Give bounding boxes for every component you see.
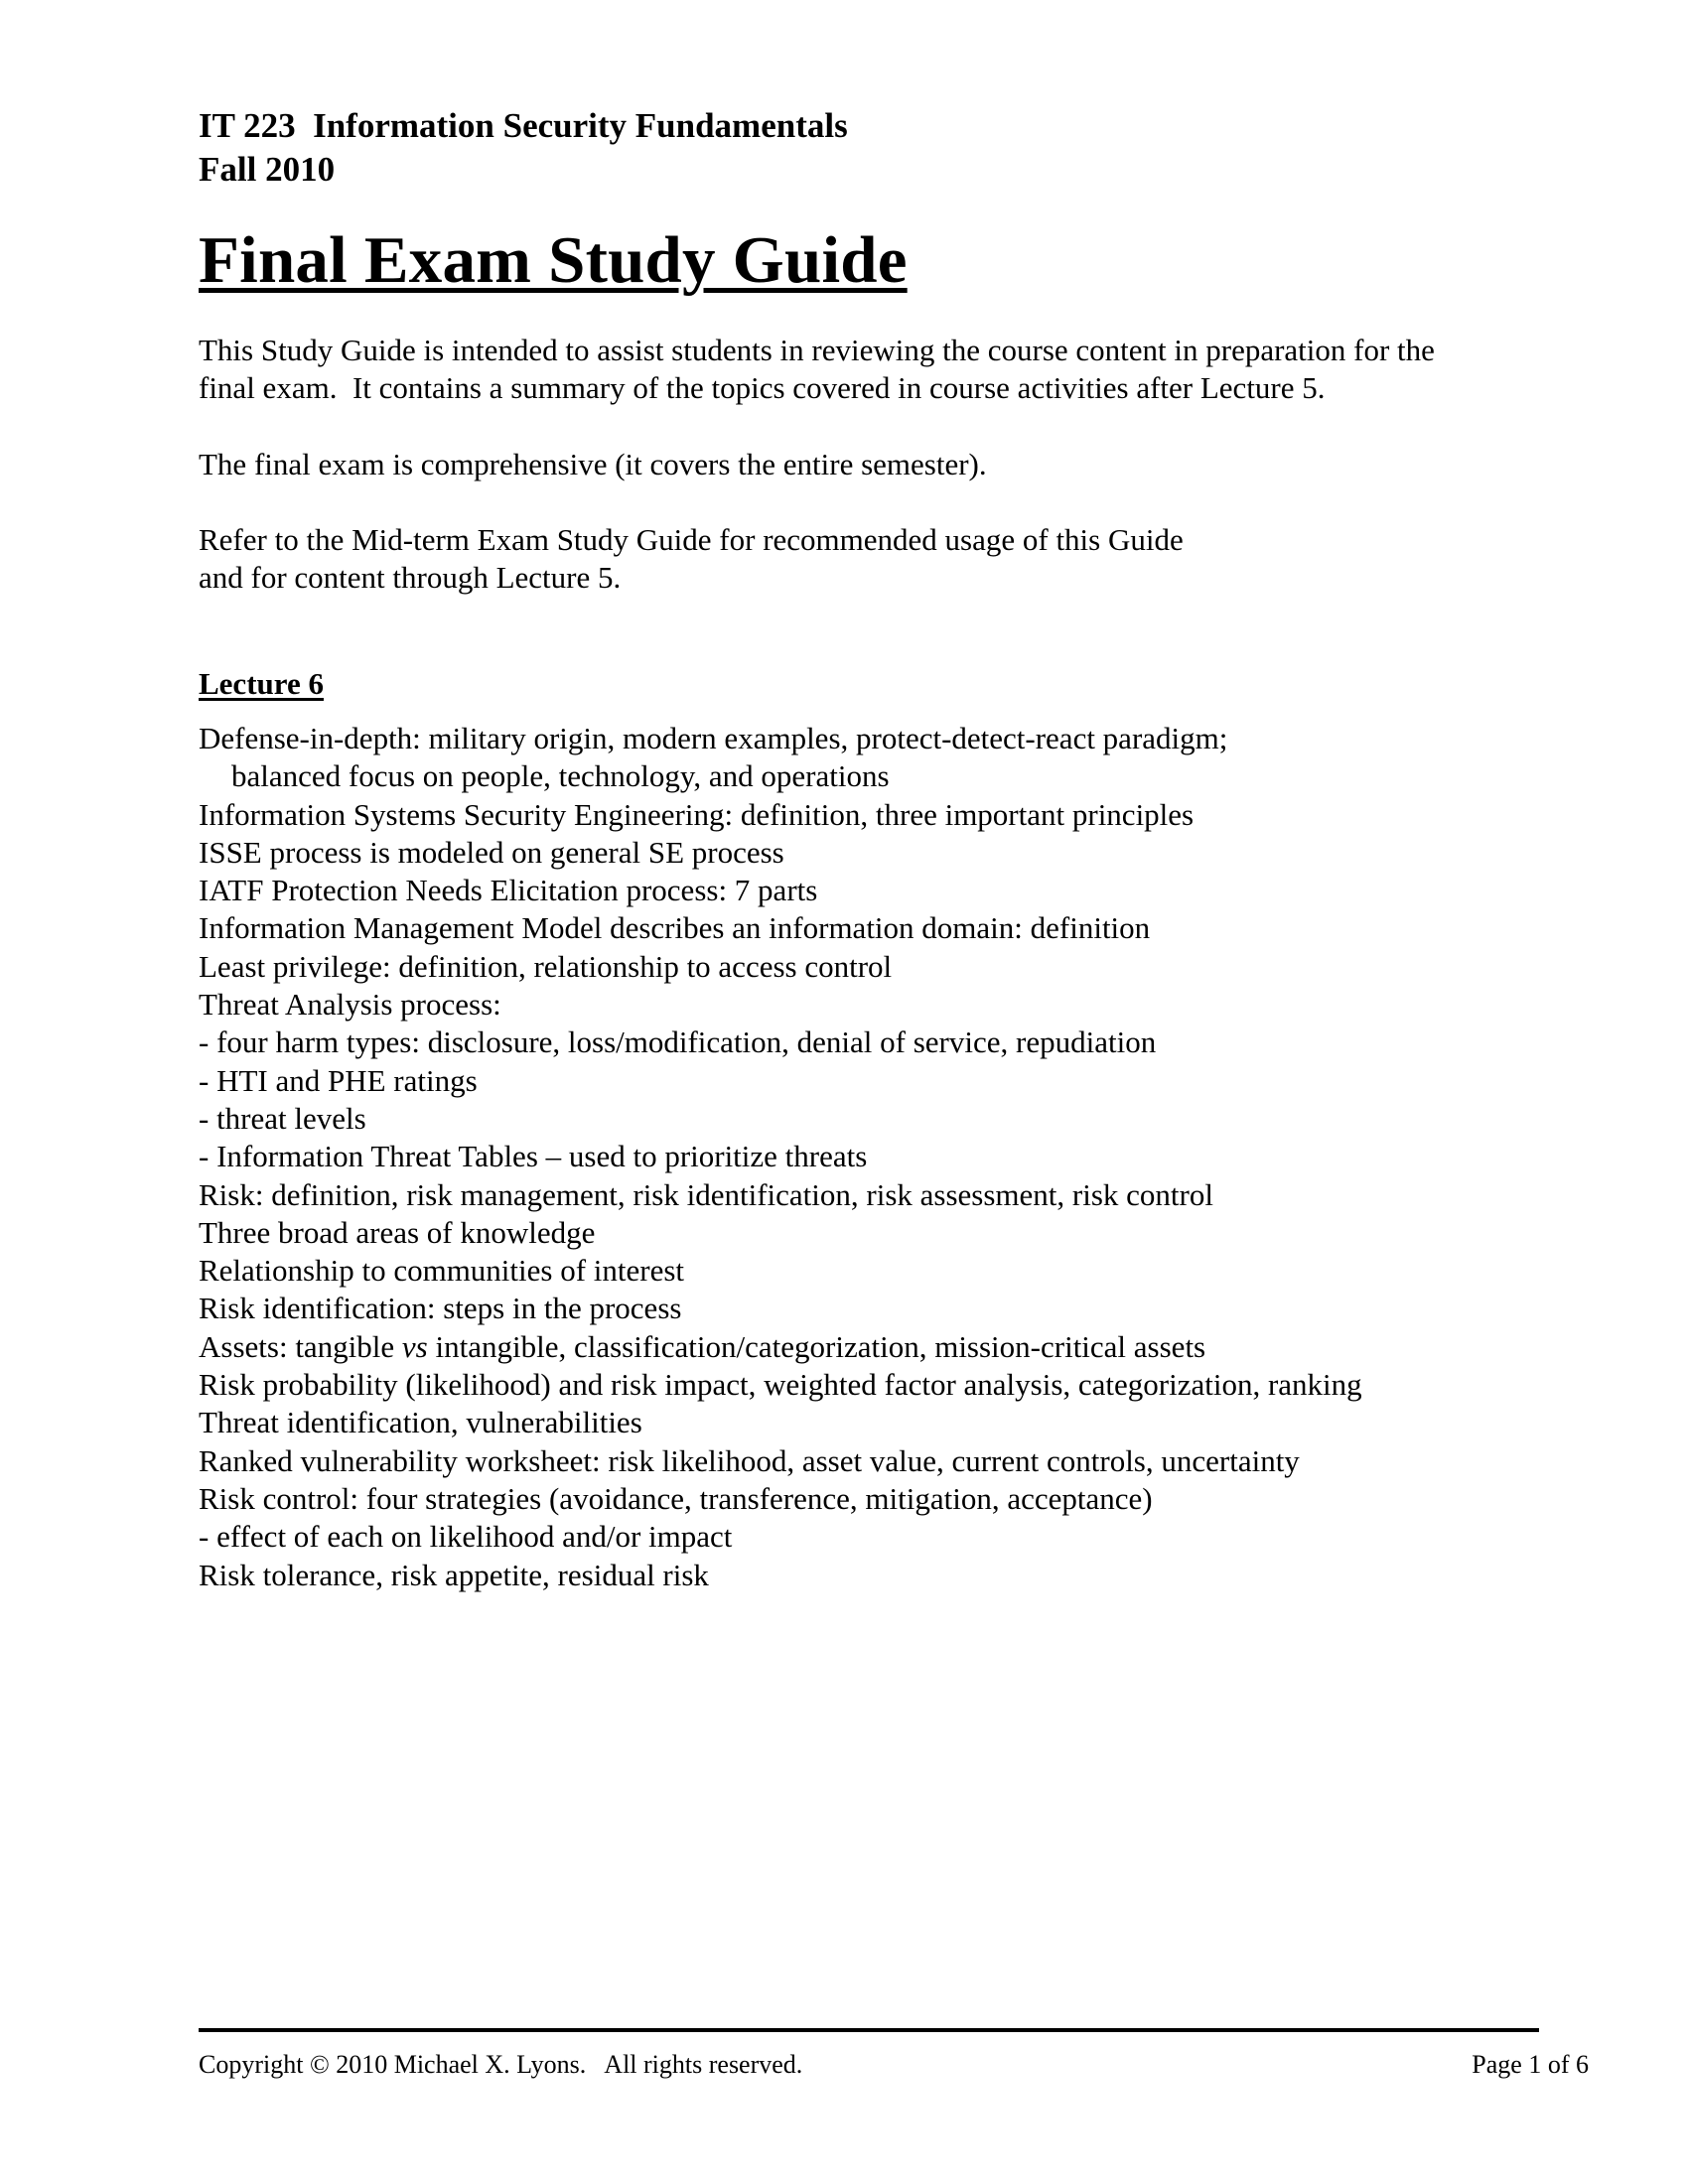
list-subitem: - effect of each on likelihood and/or impact	[199, 1519, 733, 1555]
footer-copyright: Copyright © 2010 Michael X. Lyons. All rights reserved.	[199, 2050, 803, 2079]
intro-paragraph-2: The final exam is comprehensive (it covers the entire semester).	[199, 447, 987, 481]
list-item: IATF Protection Needs Elicitation process: 7 parts	[199, 873, 818, 908]
intro-p1-line2: final exam. It contains a summary of the topics covered in course activities after Lecture 5.	[199, 370, 1326, 405]
list-subitem: - four harm types: disclosure, loss/modification, denial of service, repudiation	[199, 1024, 1157, 1060]
section-heading-lecture-6: Lecture 6	[199, 666, 324, 701]
course-term: Fall 2010	[199, 150, 336, 189]
intro-p1-line1: This Study Guide is intended to assist students in reviewing the course content in preparation for the	[199, 333, 1435, 367]
list-item: Risk tolerance, risk appetite, residual risk	[199, 1557, 709, 1592]
assets-text-after: intangible, classification/categorization, mission-critical assets	[427, 1328, 1206, 1364]
list-item: Risk: definition, risk management, risk identification, risk assessment, risk control	[199, 1176, 1213, 1212]
list-item: Risk probability (likelihood) and risk impact, weighted factor analysis, categorization, ranking	[199, 1367, 1362, 1403]
list-subitem: - Information Threat Tables – used to prioritize threats	[199, 1139, 868, 1174]
intro-paragraph-1	[199, 332, 1589, 407]
intro-paragraph-3	[199, 521, 1589, 597]
list-item: Ranked vulnerability worksheet: risk likelihood, asset value, current controls, uncertainty	[199, 1442, 1300, 1478]
page-title: Final Exam Study Guide	[199, 223, 908, 297]
list-item: Three broad areas of knowledge	[199, 1214, 596, 1250]
list-item: Threat identification, vulnerabilities	[199, 1405, 642, 1440]
list-item: Information Management Model describes an information domain: definition	[199, 910, 1151, 946]
intro-p3-line1: Refer to the Mid-term Exam Study Guide for recommended usage of this Guide	[199, 522, 1184, 557]
list-item: Least privilege: definition, relationship to access control	[199, 948, 893, 984]
list-subitem: - HTI and PHE ratings	[199, 1062, 478, 1098]
list-item: Threat Analysis process:	[199, 987, 501, 1023]
lecture-6-topic-list	[199, 720, 1609, 1594]
list-item: Risk control: four strategies (avoidance, transference, mitigation, acceptance)	[199, 1480, 1153, 1516]
list-item: Defense-in-depth: military origin, modern examples, protect-detect-react paradigm;	[199, 721, 1228, 755]
list-item: Relationship to communities of interest	[199, 1253, 685, 1289]
intro-p3-line2: and for content through Lecture 5.	[199, 560, 622, 595]
list-subitem: - threat levels	[199, 1100, 366, 1136]
list-item: ISSE process is modeled on general SE process	[199, 834, 784, 870]
assets-text-italic: vs	[401, 1328, 428, 1364]
footer-divider	[199, 2028, 1539, 2032]
course-title: IT 223 Information Security Fundamentals	[199, 106, 848, 145]
list-item: Information Systems Security Engineering: definition, three important principles	[199, 796, 1195, 832]
list-item-assets	[199, 1328, 1609, 1366]
assets-text-before: Assets: tangible	[199, 1328, 402, 1364]
footer-page-number: Page 1 of 6	[1472, 2050, 1589, 2079]
list-item: Risk identification: steps in the process	[199, 1291, 682, 1326]
list-item-continuation: balanced focus on people, technology, and operations	[231, 758, 890, 794]
course-header	[199, 104, 848, 192]
